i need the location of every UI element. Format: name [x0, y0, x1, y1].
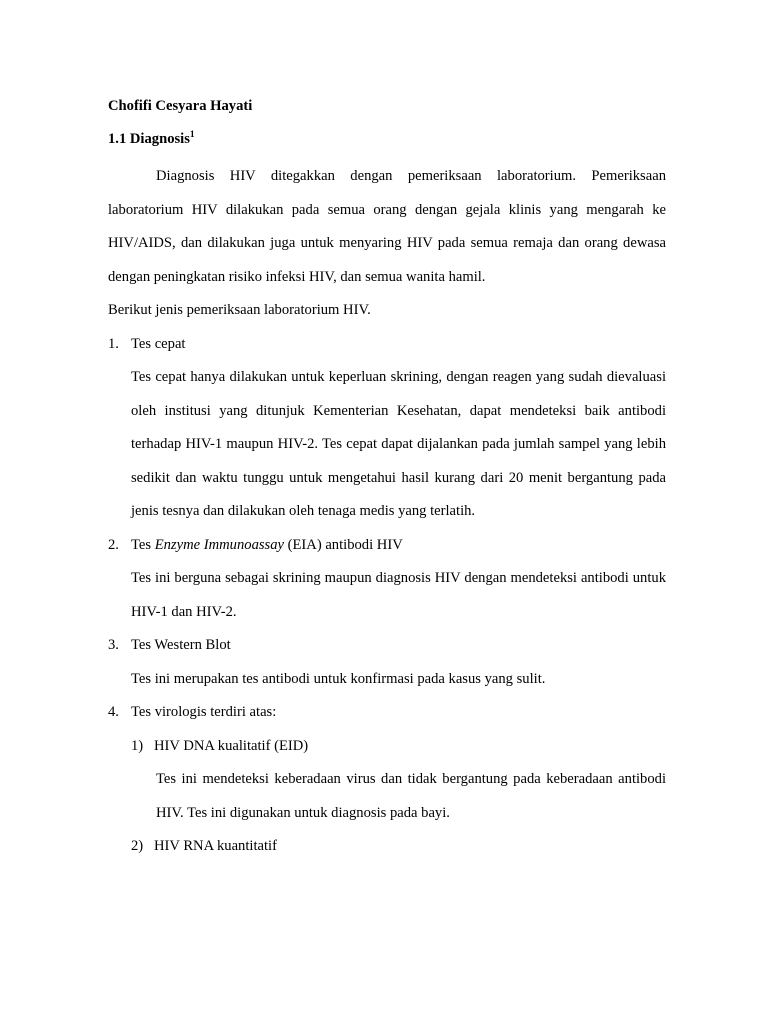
list-item-number: 1.	[108, 335, 119, 352]
list-item-title-suffix: (EIA) antibodi HIV	[284, 536, 403, 553]
sub-item-number: 2)	[131, 838, 144, 854]
list-intro: Berikut jenis pemeriksaan laboratorium HIV.	[108, 302, 371, 318]
sub-item-title: HIV DNA kualitatif (EID)	[154, 737, 309, 754]
list-item-title: Tes Western Blot	[131, 637, 231, 653]
list-item-description: Tes ini berguna sebagai skrining maupun diagnosis HIV dengan mendeteksi antibodi untuk HIV-1 dan HIV-2.	[131, 570, 666, 620]
sub-item-title: HIV RNA kuantitatif	[154, 838, 277, 854]
document-body	[108, 160, 666, 864]
sub-item-1	[108, 730, 666, 764]
list-item-description: Tes cepat hanya dilakukan untuk keperluan skrining, dengan reagen yang sudah dievaluasi oleh institusi yang ditunjuk Kementerian Kesehatan, dapat mendeteksi baik antibodi terhadap HIV-1 maupun HIV-2. Tes cepat dapat dijalankan pada jumlah sampel yang lebih sedikit dan waktu tunggu untuk mengetahui hasil kurang dari 20 menit bergantung pada jenis tesnya dan dilakukan oleh tenaga medis yang terlatih.	[131, 369, 666, 519]
list-item-description: Tes ini merupakan tes antibodi untuk konfirmasi pada kasus yang sulit.	[131, 670, 546, 687]
list-item-3	[108, 629, 666, 663]
list-item-number: 2.	[108, 536, 119, 553]
list-item-number: 4.	[108, 704, 119, 720]
footnote-marker: 1	[189, 130, 195, 140]
author-name: Chofifi Cesyara Hayati	[108, 98, 253, 114]
list-item-2	[108, 529, 666, 563]
sub-item-2	[108, 830, 666, 864]
section-title: 1.1 Diagnosis	[108, 131, 190, 147]
intro-paragraph: Diagnosis HIV ditegakkan dengan pemeriksaan laboratorium. Pemeriksaan laboratorium HIV dilakukan pada semua orang dengan gejala klinis yang mengarah ke HIV/AIDS, dan dilakukan juga untuk menyaring HIV pada semua remaja dan orang dewasa dengan peningkatan risiko infeksi HIV, dan semua wanita hamil.	[108, 168, 666, 285]
list-item-title: Tes cepat	[131, 335, 186, 352]
list-item-title-italic: Enzyme Immunoassay	[154, 536, 284, 553]
sub-item-description: Tes ini mendeteksi keberadaan virus dan tidak bergantung pada keberadaan antibodi HIV. Tes ini digunakan untuk diagnosis pada bayi.	[156, 771, 666, 821]
sub-item-number: 1)	[131, 737, 144, 754]
section-heading	[108, 129, 195, 149]
list-item-title-prefix: Tes	[131, 536, 155, 553]
list-item-number: 3.	[108, 637, 119, 653]
list-item-1	[108, 328, 666, 362]
list-item-title: Tes virologis terdiri atas:	[131, 704, 277, 720]
list-item-4	[108, 696, 666, 730]
